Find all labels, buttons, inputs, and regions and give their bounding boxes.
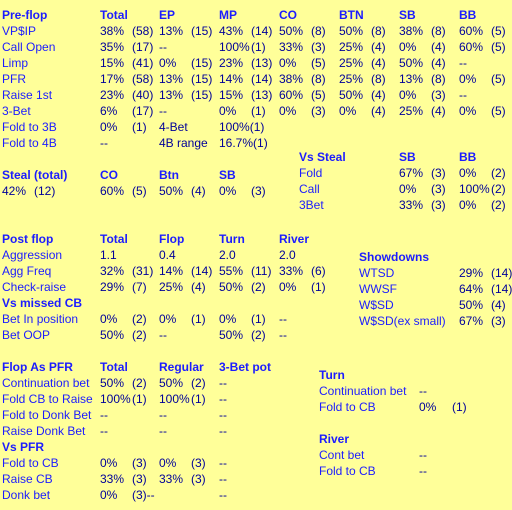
stat-value: 25% bbox=[339, 56, 364, 70]
stat-count: (5) bbox=[491, 24, 506, 38]
stat-label: Call bbox=[299, 182, 320, 196]
stat-count: (4) bbox=[371, 88, 386, 102]
stat-count: (5) bbox=[491, 40, 506, 54]
stat-value: -- bbox=[219, 376, 227, 390]
stat-value: 38% bbox=[100, 24, 125, 38]
stat-label: Continuation bet bbox=[319, 384, 407, 398]
stat-value: 60% bbox=[459, 40, 484, 54]
stat-value: 13% bbox=[159, 72, 184, 86]
stat-value: -- bbox=[459, 56, 467, 70]
stat-value: 50% bbox=[100, 376, 125, 390]
stat-count: (4) bbox=[491, 298, 506, 312]
stat-label: Donk bet bbox=[2, 488, 51, 502]
stat-count: (13) bbox=[251, 88, 273, 102]
stat-count: (41) bbox=[132, 56, 154, 70]
stat-value: 29% bbox=[459, 266, 484, 280]
stat-count: (8) bbox=[371, 72, 386, 86]
stat-value: -- bbox=[100, 408, 108, 422]
stat-value: 60% bbox=[459, 24, 484, 38]
showdowns-header: Showdowns bbox=[359, 250, 429, 264]
stat-count: (5) bbox=[311, 88, 326, 102]
stat-value: -- bbox=[100, 424, 108, 438]
stat-value: 0% bbox=[100, 312, 118, 326]
stat-value: 42% bbox=[2, 184, 27, 198]
stat-count: (7) bbox=[132, 280, 147, 294]
stat-value: -- bbox=[459, 88, 467, 102]
stat-value: -- bbox=[159, 408, 167, 422]
stat-count: (2) bbox=[132, 328, 147, 342]
stat-count: (15) bbox=[191, 56, 213, 70]
stat-count: (14) bbox=[251, 72, 273, 86]
stat-value: 33% bbox=[100, 472, 125, 486]
col-total: Total bbox=[100, 360, 128, 374]
col-co: CO bbox=[279, 8, 297, 22]
stat-value: 32% bbox=[100, 264, 125, 278]
stat-count: (1) bbox=[311, 280, 326, 294]
stat-count: (13) bbox=[251, 56, 273, 70]
stat-value: -- bbox=[219, 456, 227, 470]
stat-count: (8) bbox=[371, 24, 386, 38]
stat-value: 17% bbox=[100, 72, 125, 86]
stat-value: 16.7%(1) bbox=[219, 136, 268, 150]
stat-value: 64% bbox=[459, 282, 484, 296]
stat-label: Agg Freq bbox=[2, 264, 52, 278]
stat-value: 6% bbox=[100, 104, 118, 118]
stat-label: Fold to CB bbox=[2, 456, 59, 470]
stat-value: 0% bbox=[219, 104, 237, 118]
stat-value: 0% bbox=[279, 280, 297, 294]
stat-count: (3) bbox=[311, 40, 326, 54]
stat-label: WWSF bbox=[359, 282, 397, 296]
stat-label: WTSD bbox=[359, 266, 395, 280]
stat-value: 0% bbox=[159, 312, 177, 326]
steal-header: Steal (total) bbox=[2, 168, 68, 182]
stat-value: 0.4 bbox=[159, 248, 176, 262]
stat-value: 25% bbox=[339, 40, 364, 54]
stat-value: -- bbox=[279, 328, 287, 342]
col-sb: SB bbox=[399, 150, 416, 164]
stat-count: (3) bbox=[311, 104, 326, 118]
stat-count: (12) bbox=[34, 184, 56, 198]
stat-label: PFR bbox=[2, 72, 26, 86]
col-btn: BTN bbox=[339, 8, 364, 22]
col-turn: Turn bbox=[219, 232, 245, 246]
river-header: River bbox=[319, 432, 350, 446]
turn-header: Turn bbox=[319, 368, 345, 382]
stat-value: 0% bbox=[459, 198, 477, 212]
stat-value: 50% bbox=[219, 280, 244, 294]
stat-count: (1) bbox=[452, 400, 467, 414]
stat-value: 0% bbox=[459, 104, 477, 118]
stat-value: 14% bbox=[219, 72, 244, 86]
stat-value: -- bbox=[419, 464, 427, 478]
stat-value: 33% bbox=[399, 198, 424, 212]
stat-count: (3) bbox=[491, 314, 506, 328]
stat-count: (17) bbox=[132, 104, 154, 118]
stat-count: (2) bbox=[491, 198, 506, 212]
stat-value: 50% bbox=[279, 24, 304, 38]
stat-count: (8) bbox=[431, 24, 446, 38]
stat-label: Check-raise bbox=[2, 280, 67, 294]
stat-count: (14) bbox=[251, 24, 273, 38]
stat-value: 100%(1) bbox=[219, 120, 265, 134]
stat-count: (3) bbox=[431, 88, 446, 102]
stat-value: -- bbox=[419, 448, 427, 462]
stat-count: (3) bbox=[431, 182, 446, 196]
col-river: River bbox=[279, 232, 310, 246]
stat-value: 0% bbox=[419, 400, 437, 414]
stat-count: (4) bbox=[371, 56, 386, 70]
stat-value: -- bbox=[419, 384, 427, 398]
stat-value: 25% bbox=[399, 104, 424, 118]
stat-label: Aggression bbox=[2, 248, 63, 262]
stat-count: (58) bbox=[132, 72, 154, 86]
stat-count: (14) bbox=[491, 266, 512, 280]
stat-count: (3) bbox=[431, 198, 446, 212]
stat-value: 55% bbox=[219, 264, 244, 278]
vs-pfr-header: Vs PFR bbox=[2, 440, 45, 454]
missed-cb-header: Vs missed CB bbox=[2, 296, 83, 310]
stat-label: Call Open bbox=[2, 40, 56, 54]
stat-value: 0% bbox=[100, 120, 118, 134]
stat-count: (5) bbox=[491, 104, 506, 118]
stat-value: 0% bbox=[279, 104, 297, 118]
stat-count: (5) bbox=[491, 72, 506, 86]
stat-value: 0% bbox=[279, 56, 297, 70]
stat-value: 33% bbox=[279, 40, 304, 54]
stat-label: 4B range bbox=[159, 136, 208, 150]
stat-value: 13% bbox=[159, 24, 184, 38]
stat-label: 3-Bet bbox=[2, 104, 31, 118]
stat-label: Continuation bet bbox=[2, 376, 90, 390]
stat-count: (14) bbox=[491, 282, 512, 296]
stat-value: 0% bbox=[399, 88, 417, 102]
stat-label: Fold to CB bbox=[319, 400, 376, 414]
stat-label: Fold to 3B bbox=[2, 120, 57, 134]
stat-count: (3) bbox=[191, 472, 206, 486]
vs-steal-header: Vs Steal bbox=[299, 150, 346, 164]
col-sb: SB bbox=[219, 168, 236, 182]
stat-value: 35% bbox=[100, 40, 125, 54]
stat-value: 33% bbox=[159, 472, 184, 486]
stat-value: -- bbox=[100, 136, 108, 150]
stat-value: 25% bbox=[159, 280, 184, 294]
stat-value: 2.0 bbox=[219, 248, 236, 262]
stat-count: (8) bbox=[311, 24, 326, 38]
stat-value: 13% bbox=[159, 88, 184, 102]
col-btn: Btn bbox=[159, 168, 179, 182]
stat-value: 15% bbox=[219, 88, 244, 102]
col-sb: SB bbox=[399, 8, 416, 22]
stat-value: 0% bbox=[399, 40, 417, 54]
stat-label: 4-Bet bbox=[159, 120, 188, 134]
stat-count: (5) bbox=[132, 184, 147, 198]
col-flop: Flop bbox=[159, 232, 185, 246]
stat-value: 0% bbox=[459, 166, 477, 180]
postflop-header: Post flop bbox=[2, 232, 54, 246]
preflop-header: Pre-flop bbox=[2, 8, 48, 22]
col-total: Total bbox=[100, 232, 128, 246]
stat-label: Fold to 4B bbox=[2, 136, 57, 150]
stat-count: (3) bbox=[132, 472, 147, 486]
stat-count: (2) bbox=[251, 328, 266, 342]
stat-value: -- bbox=[159, 40, 167, 54]
stat-value: 23% bbox=[100, 88, 125, 102]
stat-value: 13% bbox=[399, 72, 424, 86]
stat-count: (2) bbox=[191, 376, 206, 390]
stat-count: (1) bbox=[132, 392, 147, 406]
stat-value: 0% bbox=[219, 312, 237, 326]
stat-value: 60% bbox=[100, 184, 125, 198]
stat-count: (6) bbox=[311, 264, 326, 278]
col-3bet-pot: 3-Bet pot bbox=[219, 360, 271, 374]
stat-value: 1.1 bbox=[100, 248, 117, 262]
stat-count: (15) bbox=[191, 72, 213, 86]
stat-count: (15) bbox=[191, 24, 213, 38]
stat-value: 0% bbox=[159, 56, 177, 70]
stat-value: 0% bbox=[399, 182, 417, 196]
stat-count: (1) bbox=[191, 392, 206, 406]
stat-count: (5) bbox=[311, 56, 326, 70]
stat-value: 0% bbox=[339, 104, 357, 118]
stat-count: (8) bbox=[431, 72, 446, 86]
stat-value: 100% bbox=[100, 392, 131, 406]
stat-count: (3) bbox=[251, 184, 266, 198]
stat-count: (11) bbox=[251, 264, 272, 278]
stat-count: (4) bbox=[191, 280, 206, 294]
stat-label: Fold CB to Raise bbox=[2, 392, 93, 406]
stat-label: VP$IP bbox=[2, 24, 37, 38]
stat-label: Raise CB bbox=[2, 472, 53, 486]
stat-value: 0% bbox=[219, 184, 237, 198]
stat-value: 50% bbox=[159, 376, 184, 390]
stat-count: (4) bbox=[371, 104, 386, 118]
stat-value: -- bbox=[159, 328, 167, 342]
stat-value: -- bbox=[219, 472, 227, 486]
stat-value: 43% bbox=[219, 24, 244, 38]
stat-label: Raise Donk Bet bbox=[2, 424, 86, 438]
stat-count: (1) bbox=[132, 120, 147, 134]
stat-count: (40) bbox=[132, 88, 154, 102]
stat-value: -- bbox=[219, 408, 227, 422]
col-bb: BB bbox=[459, 150, 477, 164]
stat-count: (1) bbox=[191, 312, 206, 326]
stat-count: (3) bbox=[431, 166, 446, 180]
stat-value: 0% bbox=[459, 72, 477, 86]
col-regular: Regular bbox=[159, 360, 204, 374]
stat-value: 100% bbox=[219, 40, 250, 54]
stat-label: W$SD(ex small) bbox=[359, 314, 446, 328]
stat-count: (2) bbox=[251, 280, 266, 294]
stat-value: 100% bbox=[159, 392, 190, 406]
stat-value: 60% bbox=[279, 88, 304, 102]
stat-label: Fold to Donk Bet bbox=[2, 408, 92, 422]
stat-value: 67% bbox=[399, 166, 424, 180]
stat-value: 0% bbox=[100, 456, 118, 470]
stat-count: (58) bbox=[132, 24, 154, 38]
stat-value: 38% bbox=[399, 24, 424, 38]
stat-count: (4) bbox=[431, 56, 446, 70]
stat-label: Raise 1st bbox=[2, 88, 53, 102]
stat-count: (1) bbox=[251, 312, 266, 326]
stat-value: 50% bbox=[159, 184, 184, 198]
stat-label: 3Bet bbox=[299, 198, 324, 212]
flop-pfr-header: Flop As PFR bbox=[2, 360, 73, 374]
stat-count: (8) bbox=[311, 72, 326, 86]
stat-value: 100% bbox=[459, 182, 490, 196]
stat-count: (4) bbox=[191, 184, 206, 198]
stat-value: 50% bbox=[459, 298, 484, 312]
stat-count: (14) bbox=[191, 264, 213, 278]
col-ep: EP bbox=[159, 8, 176, 22]
stat-value: 50% bbox=[339, 88, 364, 102]
stat-count: (2) bbox=[132, 376, 147, 390]
stat-value: -- bbox=[219, 488, 227, 502]
stat-count: (3) bbox=[132, 456, 147, 470]
stat-label: Bet OOP bbox=[2, 328, 51, 342]
stat-count: (2) bbox=[491, 166, 506, 180]
stat-label: Cont bet bbox=[319, 448, 365, 462]
stat-value: 23% bbox=[219, 56, 244, 70]
stat-label: Bet In position bbox=[2, 312, 79, 326]
stat-count: (2) bbox=[491, 182, 506, 196]
stat-label: W$SD bbox=[359, 298, 394, 312]
stat-value: 14% bbox=[159, 264, 184, 278]
stat-value: 15% bbox=[100, 56, 125, 70]
stat-value: 50% bbox=[219, 328, 244, 342]
col-total: Total bbox=[100, 8, 128, 22]
stat-count: (4) bbox=[431, 40, 446, 54]
stat-value: -- bbox=[279, 312, 287, 326]
stat-value: 50% bbox=[339, 24, 364, 38]
stat-label: Fold bbox=[299, 166, 323, 180]
stat-value: -- bbox=[219, 424, 227, 438]
stat-count: (4) bbox=[371, 40, 386, 54]
stat-value: 33% bbox=[279, 264, 304, 278]
stat-value: -- bbox=[159, 104, 167, 118]
stat-value: 29% bbox=[100, 280, 125, 294]
col-bb: BB bbox=[459, 8, 477, 22]
stat-label: Fold to CB bbox=[319, 464, 376, 478]
stat-value: 0% bbox=[159, 456, 177, 470]
stat-count: (15) bbox=[191, 88, 213, 102]
stat-value: -- bbox=[219, 392, 227, 406]
stat-count: (1) bbox=[251, 40, 266, 54]
stat-count: (2) bbox=[132, 312, 147, 326]
stat-count: (17) bbox=[132, 40, 154, 54]
stat-count: (31) bbox=[132, 264, 154, 278]
stat-value: 50% bbox=[100, 328, 125, 342]
stat-value: 50% bbox=[399, 56, 424, 70]
stat-value: 2.0 bbox=[279, 248, 296, 262]
stat-value: 67% bbox=[459, 314, 484, 328]
stat-count: (4) bbox=[431, 104, 446, 118]
stat-count: (1) bbox=[251, 104, 266, 118]
stat-count: (3) bbox=[191, 456, 206, 470]
stat-label: Limp bbox=[2, 56, 29, 70]
stat-value: 25% bbox=[339, 72, 364, 86]
stat-value: 0% bbox=[100, 488, 118, 502]
col-co: CO bbox=[100, 168, 118, 182]
stat-value: -- bbox=[159, 424, 167, 438]
stat-value: 38% bbox=[279, 72, 304, 86]
stat-count: (3)-- bbox=[132, 488, 155, 502]
col-mp: MP bbox=[219, 8, 237, 22]
